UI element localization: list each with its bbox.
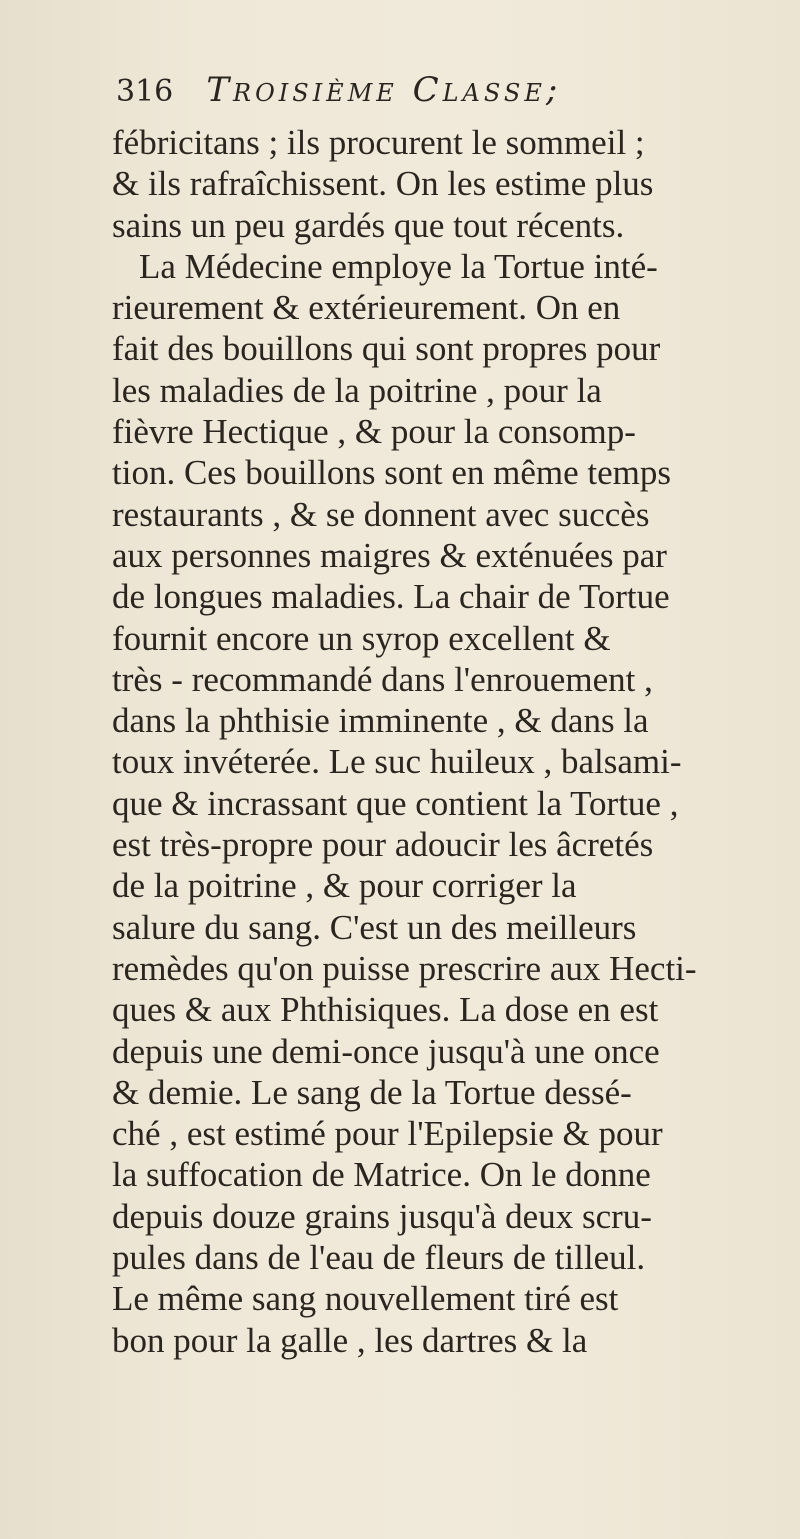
running-title: Troisième Classe; bbox=[206, 70, 562, 110]
page-number: 316 bbox=[116, 74, 174, 109]
text-line: bon pour la galle , les dartres & la bbox=[112, 1320, 588, 1360]
text-line: Le même sang nouvellement tiré est bbox=[112, 1279, 619, 1319]
text-line: de longues maladies. La chair de Tortue bbox=[112, 577, 670, 617]
text-line: depuis douze grains jusqu'à deux scru- bbox=[112, 1196, 652, 1236]
text-line: ques & aux Phthisiques. La dose en est bbox=[112, 990, 659, 1030]
text-line: toux invéterée. Le suc huileux , balsami- bbox=[112, 742, 682, 782]
text-line: depuis une demi-once jusqu'à une once bbox=[112, 1031, 660, 1071]
text-line: fébricitans ; ils procurent le sommeil ; bbox=[112, 123, 645, 162]
text-line: fièvre Hectique , & pour la consomp- bbox=[112, 412, 636, 452]
text-line: dans la phthisie imminente , & dans la bbox=[112, 701, 649, 741]
text-line: tion. Ces bouillons sont en même temps bbox=[112, 453, 671, 493]
text-line: aux personnes maigres & exténuées par bbox=[112, 535, 667, 575]
text-line: que & incrassant que contient la Tortue , bbox=[112, 783, 679, 823]
text-line: sains un peu gardés que tout récents. bbox=[112, 205, 625, 245]
text-line: La Médecine employe la Tortue inté- bbox=[139, 246, 658, 286]
text-line: ché , est estimé pour l'Epilepsie & pour bbox=[112, 1114, 663, 1154]
body-text bbox=[112, 122, 792, 1361]
text-line: est très-propre pour adoucir les âcretés bbox=[112, 825, 654, 865]
text-line: de la poitrine , & pour corriger la bbox=[112, 866, 577, 906]
page-header bbox=[116, 70, 716, 120]
text-line: salure du sang. C'est un des meilleurs bbox=[112, 907, 637, 947]
text-line: fait des bouillons qui sont propres pour bbox=[112, 329, 661, 369]
text-line: & demie. Le sang de la Tortue dessé- bbox=[112, 1072, 632, 1112]
text-line: les maladies de la poitrine , pour la bbox=[112, 370, 602, 410]
text-line: rieurement & extérieurement. On en bbox=[112, 288, 621, 328]
text-line: & ils rafraîchissent. On les estime plus bbox=[112, 164, 654, 204]
text-line: restaurants , & se donnent avec succès bbox=[112, 494, 650, 534]
text-line: très - recommandé dans l'enrouement , bbox=[112, 659, 653, 699]
text-line: la suffocation de Matrice. On le donne bbox=[112, 1155, 651, 1195]
text-line: fournit encore un syrop excellent & bbox=[112, 618, 611, 658]
text-line: remèdes qu'on puisse prescrire aux Hecti- bbox=[112, 948, 697, 988]
text-line: pules dans de l'eau de fleurs de tilleul. bbox=[112, 1238, 646, 1278]
